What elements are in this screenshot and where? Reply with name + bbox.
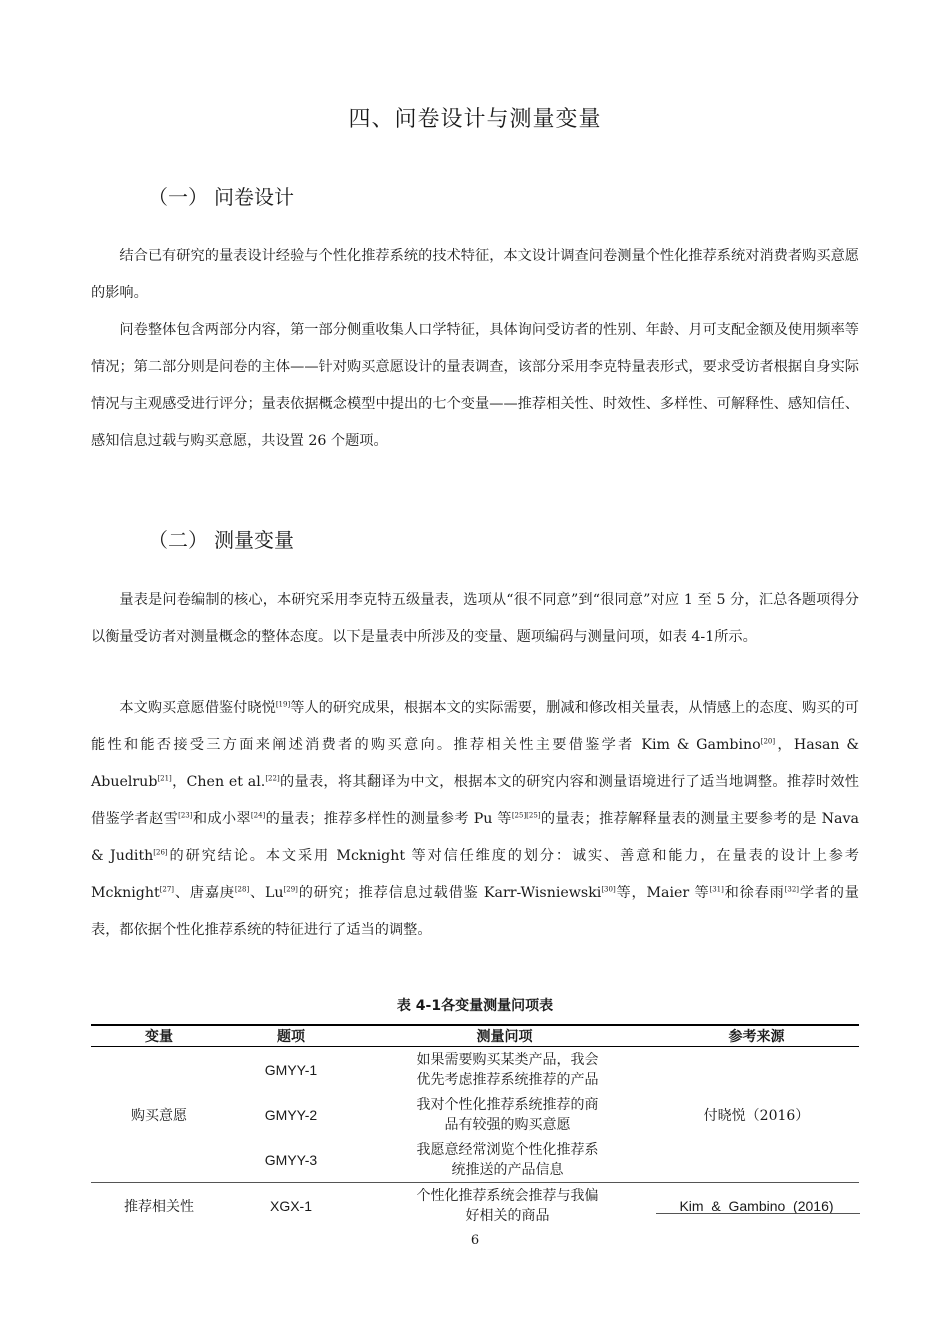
citation-ref: [20] bbox=[760, 737, 776, 746]
text-run: 等人的研究成果，根据本文的实际需要，删减和修改相关量表，从情感上的态度、购买的可能性和能否接受三方面来阐述消费者的购买意向。推荐相关性主要借鉴学者 Kim & Gambino bbox=[91, 700, 859, 753]
citation-ref: [25][25] bbox=[511, 811, 541, 820]
text-run: ，Hasan & Abuelrub bbox=[91, 737, 859, 790]
section-title-text: 问卷设计 bbox=[214, 185, 294, 209]
citation-ref: [31] bbox=[709, 885, 724, 894]
citation-ref: [28] bbox=[234, 885, 250, 894]
citation-ref: [22] bbox=[265, 774, 280, 783]
column-header-item-code: 题项 bbox=[227, 1025, 355, 1047]
item-code-cell: GMYY-2 bbox=[264, 1106, 318, 1123]
column-header-variable: 变量 bbox=[91, 1025, 227, 1047]
section-heading-measurement-variables bbox=[148, 524, 294, 553]
text-run: ，Chen et al. bbox=[171, 774, 266, 790]
citation-ref: [30] bbox=[601, 885, 616, 894]
source-cell: Kim & Gambino (2016) bbox=[679, 1197, 834, 1214]
text-run: 和成小翠 bbox=[192, 811, 251, 827]
measure-cell: 我对个性化推荐系统推荐的商品有较强的购买意愿 bbox=[416, 1096, 599, 1133]
citation-ref: [21] bbox=[157, 774, 172, 783]
table-caption: 表 4-1各变量测量问项表 bbox=[396, 998, 554, 1014]
body-paragraph: 问卷整体包含两部分内容，第一部分侧重收集人口学特征，具体询问受访者的性别、年龄、月可支配金额及使用频率等情况；第二部分则是问卷的主体——针对购买意愿设计的量表调查，该部分采用李克特量表形式，要求受访者根据自身实际情况与主观感受进行评分；量表依据概念模型中提出的七个变量——推荐相关性、时效性、多样性、可解释性、感知信任、感知信息过载与购买意愿，共设置 26 个题项。 bbox=[91, 322, 859, 449]
text-run: 、唐嘉庚 bbox=[174, 885, 235, 901]
column-header-source: 参考来源 bbox=[654, 1025, 859, 1047]
item-code-cell: GMYY-1 bbox=[264, 1061, 318, 1078]
text-run: 、Lu bbox=[249, 885, 284, 901]
table-row bbox=[91, 1047, 859, 1093]
body-paragraph-references bbox=[91, 690, 859, 949]
text-run: 本文购买意愿借鉴付晓悦 bbox=[119, 700, 276, 716]
item-code-cell: XGX-1 bbox=[269, 1197, 312, 1214]
citation-ref: [32] bbox=[784, 885, 800, 894]
text-run: 和徐春雨 bbox=[723, 885, 785, 901]
section-number: （二） bbox=[148, 528, 208, 552]
item-code-cell: GMYY-3 bbox=[227, 1137, 355, 1183]
text-run: 的量表，将其翻译为中文，根据本文的研究内容和测量语境进行了适当地调整。推荐时效性借鉴学者赵雪 bbox=[91, 774, 859, 827]
section-number: （一） bbox=[148, 185, 208, 209]
column-header-measure: 测量问项 bbox=[355, 1025, 654, 1047]
text-run: 的量表；推荐多样性的测量参考 Pu 等 bbox=[265, 811, 512, 827]
citation-ref: [19] bbox=[275, 700, 291, 709]
table-rule bbox=[656, 1213, 860, 1214]
text-run: 的研究；推荐信息过载借鉴 Karr-Wisniewski bbox=[297, 885, 602, 901]
section-title-text: 测量变量 bbox=[214, 528, 294, 552]
measure-cell: 如果需要购买某类产品，我会优先考虑推荐系统推荐的产品 bbox=[416, 1051, 599, 1088]
text-run: 的量表；推荐解释量表的测量主要参考的是 Nava & Judith bbox=[91, 811, 859, 864]
chapter-title: 四、问卷设计与测量变量 bbox=[348, 107, 602, 132]
table-header-row bbox=[91, 1025, 859, 1047]
measure-cell: 个性化推荐系统会推荐与我偏好相关的商品 bbox=[416, 1187, 599, 1224]
variable-cell: 购买意愿 bbox=[91, 1047, 227, 1183]
body-paragraph: 结合已有研究的量表设计经验与个性化推荐系统的技术特征，本文设计调查问卷测量个性化推荐系统对消费者购买意愿的影响。 bbox=[91, 248, 859, 301]
citation-ref: [26] bbox=[153, 848, 168, 857]
measurement-table bbox=[91, 1024, 859, 1228]
citation-ref: [23] bbox=[178, 811, 193, 820]
text-run: 的研究结论。本文采用 Mcknight 等对信任维度的划分：诚实、善意和能力，在量表的设计上参考 Mcknight bbox=[91, 848, 859, 901]
table-row bbox=[91, 1183, 859, 1229]
citation-ref: [29] bbox=[283, 885, 298, 894]
variable-cell: 推荐相关性 bbox=[124, 1198, 194, 1215]
text-run: 学者的量表，都依据个性化推荐系统的特征进行了适当的调整。 bbox=[91, 885, 859, 938]
body-paragraph: 量表是问卷编制的核心，本研究采用李克特五级量表，选项从“很不同意”到“很同意”对应 1 至 5 分，汇总各题项得分以衡量受访者对测量概念的整体态度。以下是量表中所涉及的变量、题项编码与测量问项，如表 4-1所示。 bbox=[91, 592, 859, 645]
section-heading-questionnaire-design bbox=[148, 181, 294, 210]
citation-ref: [27] bbox=[159, 885, 175, 894]
source-cell: 付晓悦（2016） bbox=[654, 1047, 859, 1183]
text-run: 等，Maier 等 bbox=[615, 885, 710, 901]
page-number: 6 bbox=[470, 1233, 480, 1248]
measure-cell: 我愿意经常浏览个性化推荐系统推送的产品信息 bbox=[355, 1137, 654, 1183]
citation-ref: [24] bbox=[250, 811, 266, 820]
